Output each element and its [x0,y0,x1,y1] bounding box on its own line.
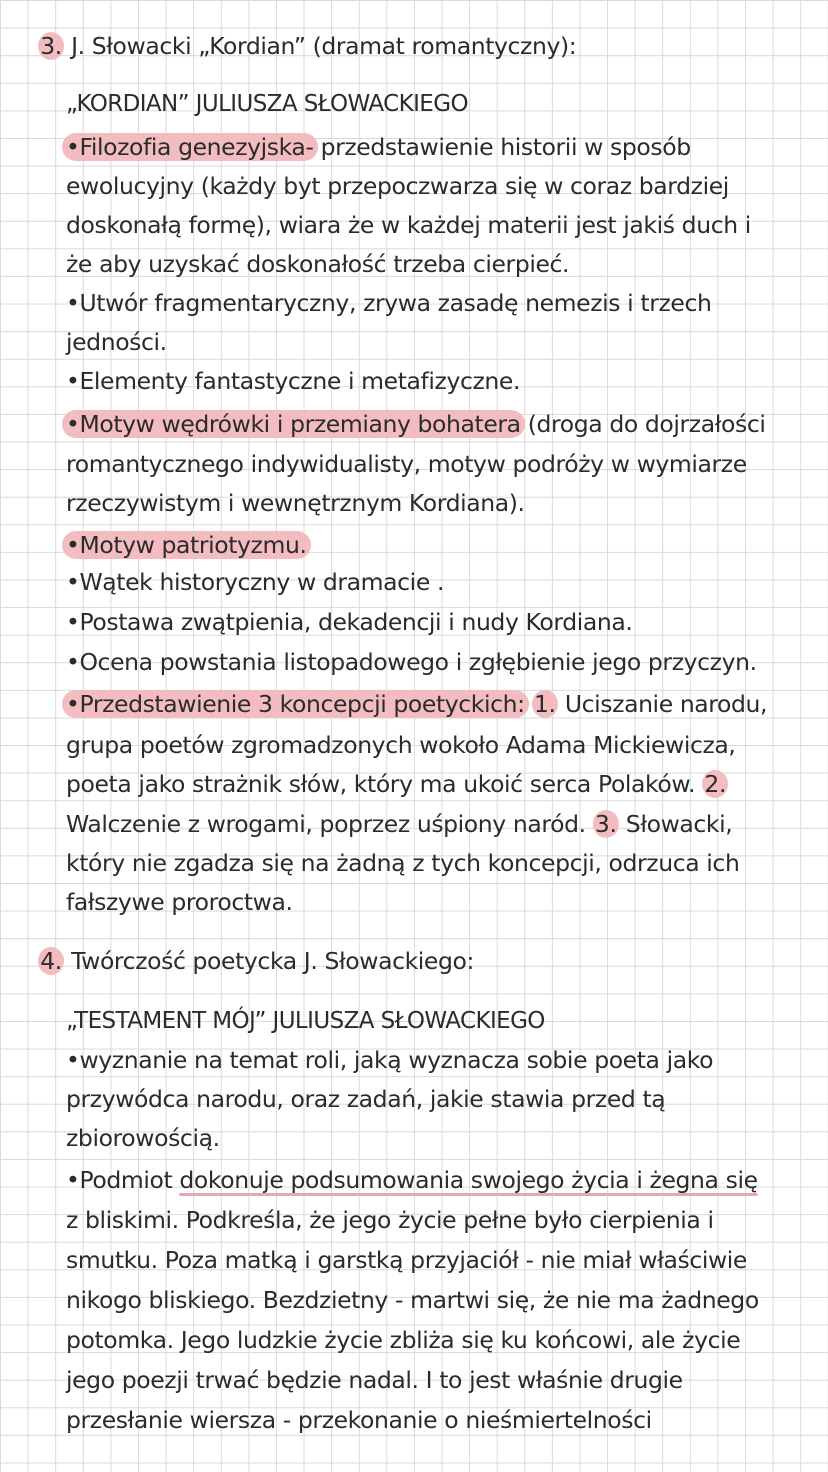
text-line: •Elementy fantastyczne i metafizyczne. [66,367,521,395]
section-3-heading [38,30,576,62]
underlined-text: dokonuje podsumowania swojego życia i żegna się [179,1166,758,1194]
text-line: potomka. Jego ludzkie życie zbliża się ku końcowi, ale życie [66,1326,741,1354]
text-line: fałszywe proroctwa. [66,888,293,916]
text-line: że aby uzyskać doskonałość trzeba cierpieć. [66,250,570,278]
text-line: przesłanie wiersza - przekonanie o nieśmiertelności [66,1406,652,1434]
text-line: zbiorowością. [66,1124,220,1152]
text-line: doskonałą formę), wiara że w każdej materii jest jakiś duch i [66,211,751,239]
list-number: 2. [702,770,728,798]
section-number: 4. [38,947,64,975]
text: Uciszanie narodu, [557,690,768,718]
text-line: •Postawa zwątpienia, dekadencji i nudy Kordiana. [66,608,633,636]
text-line: •Utwór fragmentaryczny, zrywa zasadę nemezis i trzech [66,289,712,317]
section-4-heading [38,945,474,977]
text-line: grupa poetów zgromadzonych wokoło Adama Mickiewicza, [66,731,736,759]
text-line: rzeczywistym i wewnętrznym Kordiana). [66,489,525,517]
section-3-subtitle: „KORDIAN” JULIUSZA SŁOWACKIEGO [66,91,468,117]
text-line: •Ocena powstania listopadowego i zgłębienie jego przyczyn. [66,648,757,676]
text: Słowacki, [618,810,733,838]
list-number: 3. [593,810,619,838]
text: Walczenie z wrogami, poprzez uśpiony naród. [66,810,593,838]
text-line: jedności. [66,328,167,356]
heading-text: J. Słowacki „Kordian” (dramat romantyczny): [64,32,577,60]
text-line: smutku. Poza matką i garstką przyjaciół - nie miał właściwie [66,1246,747,1274]
text-line [66,131,691,163]
section-number: 3. [38,32,64,60]
heading-text: Twórczość poetycka J. Słowackiego: [64,947,474,975]
text-line: nikogo bliskiego. Bezdzietny - martwi się, że nie ma żadnego [66,1286,759,1314]
text-line: •wyznanie na temat roli, jaką wyznacza sobie poeta jako [66,1046,714,1074]
highlight: •Przedstawienie 3 koncepcji poetyckich: [62,690,529,718]
highlight: •Motyw wędrówki i przemiany bohatera [62,410,525,438]
text: (droga do dojrzałości [520,410,766,438]
text-line [66,808,732,840]
text-line: •Wątek historyczny w dramacie . [66,568,445,596]
text-line: z bliskimi. Podkreśla, że jego życie pełne było cierpienia i [66,1206,714,1234]
highlight: •Motyw patriotyzmu. [62,531,311,559]
text-line: jego poezji trwać będzie nadal. I to jest właśnie drugie [66,1366,683,1394]
text-line [66,688,767,720]
text-line [66,768,728,800]
text-line: ewolucyjny (każdy byt przepoczwarza się w coraz bardziej [66,172,729,200]
text-line [66,529,307,561]
section-4-subtitle: „TESTAMENT MÓJ” JULIUSZA SŁOWACKIEGO [66,1008,545,1034]
list-number: 1. [532,690,558,718]
text-line [66,1164,758,1196]
text-line: który nie zgadza się na żadną z tych koncepcji, odrzuca ich [66,849,740,877]
text-line [66,408,765,440]
text: •Podmiot [66,1166,180,1194]
text-line: romantycznego indywidualisty, motyw podróży w wymiarze [66,450,747,478]
highlight: •Filozofia genezyjska- [62,133,318,161]
text: przedstawienie historii w sposób [313,133,691,161]
text-line: przywódca narodu, oraz zadań, jakie stawia przed tą [66,1085,666,1113]
text: poeta jako strażnik słów, który ma ukoić serca Polaków. [66,770,703,798]
